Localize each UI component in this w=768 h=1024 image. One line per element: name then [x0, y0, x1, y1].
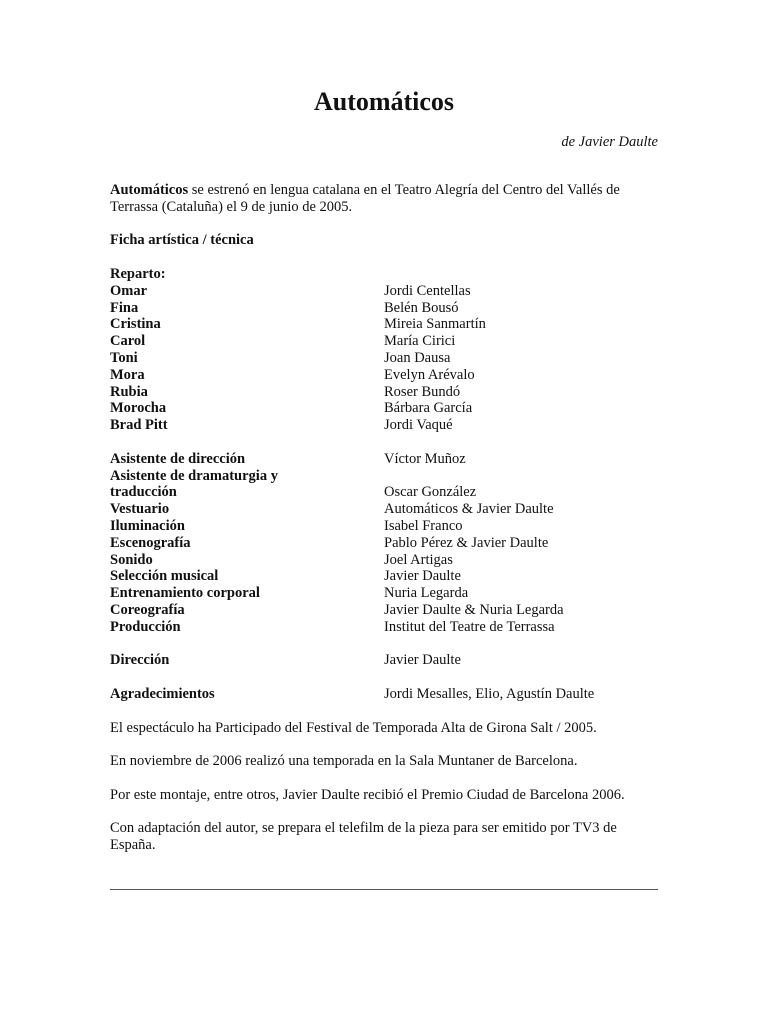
- crew-member: Oscar González: [384, 484, 477, 501]
- crew-row: [110, 451, 660, 468]
- reparto-heading: Reparto:: [110, 265, 166, 282]
- direccion-name: Javier Daulte: [384, 652, 461, 669]
- season-paragraph: En noviembre de 2006 realizó una temporada en la Sala Muntaner de Barcelona.: [110, 753, 578, 770]
- cast-row: [110, 283, 660, 300]
- cast-row: [110, 367, 660, 384]
- document-body: [110, 182, 660, 854]
- crew-role: Vestuario: [110, 501, 170, 518]
- cast-role: Carol: [110, 333, 146, 350]
- cast-row: [110, 300, 660, 317]
- cast-actor: Bárbara García: [384, 400, 473, 417]
- cast-actor: María Cirici: [384, 333, 456, 350]
- document-title: Automáticos: [313, 87, 455, 116]
- crew-member: Javier Daulte & Nuria Legarda: [384, 601, 564, 618]
- crew-row: [110, 468, 660, 485]
- crew-row: [110, 619, 660, 636]
- crew-row: [110, 535, 660, 552]
- cast-actor: Roser Bundó: [384, 383, 461, 400]
- crew-role: Coreografía: [110, 601, 185, 618]
- intro-paragraph: [110, 182, 660, 216]
- crew-role: Asistente de dirección: [110, 450, 246, 467]
- cast-row: [110, 333, 660, 350]
- crew-role: Asistente de dramaturgia y: [110, 467, 278, 484]
- cast-row: [110, 316, 660, 333]
- cast-row: [110, 350, 660, 367]
- crew-row: [110, 484, 660, 501]
- cast-list: [110, 283, 660, 434]
- intro-text: se estrenó en lengua catalana en el Teatro Alegría del Centro del Vallés de Terrassa (Cataluña) el 9 de junio de 2005.: [110, 182, 620, 215]
- cast-role: Morocha: [110, 400, 167, 417]
- crew-member: Automáticos & Javier Daulte: [384, 501, 554, 518]
- horizontal-rule: [110, 889, 658, 890]
- cast-role: Fina: [110, 299, 139, 316]
- direccion-label: Dirección: [110, 652, 170, 669]
- cast-actor: Jordi Vaqué: [384, 417, 453, 434]
- cast-actor: Jordi Centellas: [384, 282, 471, 299]
- crew-member: Víctor Muñoz: [384, 450, 466, 467]
- crew-row: [110, 518, 660, 535]
- agradecimientos-label: Agradecimientos: [110, 685, 215, 702]
- cast-actor: Mireia Sanmartín: [384, 316, 486, 333]
- award-paragraph: Por este montaje, entre otros, Javier Daulte recibió el Premio Ciudad de Barcelona 2006.: [110, 786, 625, 803]
- cast-actor: Joan Dausa: [384, 349, 451, 366]
- crew-row: [110, 552, 660, 569]
- crew-role: traducción: [110, 484, 177, 501]
- crew-member: Joel Artigas: [384, 551, 453, 568]
- crew-role: Selección musical: [110, 568, 219, 585]
- crew-row: [110, 602, 660, 619]
- crew-role: Escenografía: [110, 534, 191, 551]
- cast-role: Mora: [110, 366, 145, 383]
- cast-role: Brad Pitt: [110, 417, 168, 434]
- crew-member: Institut del Teatre de Terrassa: [384, 618, 555, 635]
- cast-role: Toni: [110, 349, 138, 366]
- cast-row: [110, 417, 660, 434]
- crew-member: Javier Daulte: [384, 568, 461, 585]
- crew-role: Iluminación: [110, 517, 185, 534]
- cast-row: [110, 384, 660, 401]
- cast-row: [110, 400, 660, 417]
- crew-row: [110, 501, 660, 518]
- agradecimientos-row: [110, 686, 660, 703]
- cast-role: Cristina: [110, 316, 161, 333]
- ficha-heading: Ficha artística / técnica: [110, 232, 254, 249]
- cast-actor: Evelyn Arévalo: [384, 366, 475, 383]
- crew-member: Pablo Pérez & Javier Daulte: [384, 534, 549, 551]
- cast-role: Rubia: [110, 383, 148, 400]
- crew-role: Entrenamiento corporal: [110, 585, 260, 602]
- author-line: de Javier Daulte: [561, 134, 658, 150]
- cast-actor: Belén Bousó: [384, 299, 459, 316]
- cast-role: Omar: [110, 282, 148, 299]
- crew-member: Nuria Legarda: [384, 585, 469, 602]
- direccion-row: [110, 652, 660, 669]
- telefilm-paragraph: Con adaptación del autor, se prepara el telefilm de la pieza para ser emitido por TV3 de España.: [110, 820, 617, 854]
- crew-role: Producción: [110, 618, 181, 635]
- agradecimientos-names: Jordi Mesalles, Elio, Agustín Daulte: [384, 685, 595, 702]
- crew-row: [110, 568, 660, 585]
- crew-list: [110, 451, 660, 636]
- festival-paragraph: El espectáculo ha Participado del Festival de Temporada Alta de Girona Salt / 2005.: [110, 719, 597, 736]
- crew-member: Isabel Franco: [384, 517, 463, 534]
- crew-role: Sonido: [110, 551, 153, 568]
- crew-row: [110, 585, 660, 602]
- intro-title-bold: Automáticos: [110, 182, 189, 198]
